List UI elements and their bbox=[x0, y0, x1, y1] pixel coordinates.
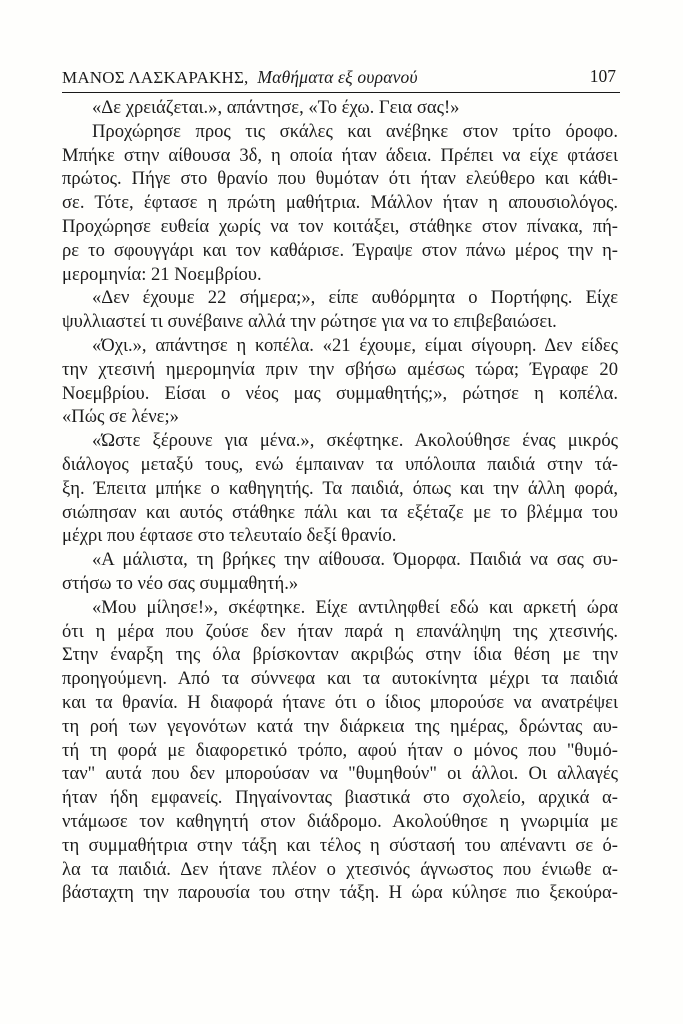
text-line: Στην έναρξη της όλα βρίσκονταν ακριβώς στην ίδια θέση με την bbox=[62, 644, 618, 666]
running-header bbox=[62, 64, 620, 93]
text-line: ψυλλιαστεί τι συνέβαινε αλλά την ρώτησε για να το επιβεβαιώσει. bbox=[62, 311, 557, 333]
text-line: και τα θρανία. Η διαφορά ήτανε ότι ο ίδιος μπορούσε να ανατρέψει bbox=[62, 691, 618, 713]
page-number: 107 bbox=[589, 66, 616, 86]
text-line: «Δεν έχουμε 22 σήμερα;», είπε αυθόρμητα ο Πορτήφης. Είχε bbox=[92, 287, 618, 309]
body-text bbox=[62, 96, 618, 905]
text-line: Μπήκε στην αίθουσα 3δ, η οποία ήταν άδεια. Πρέπει να είχε φτάσει bbox=[62, 144, 618, 166]
text-line: λα τα παιδιά. Δεν ήτανε πλέον ο χτεσινός άγνωστος που ένιωθε α- bbox=[62, 858, 618, 880]
text-line: πρώτος. Πήγε στο θρανίο που θυμόταν ότι ήταν ελεύθερο και κάθι- bbox=[62, 168, 618, 190]
text-line: ταν" αυτά που δεν μπορούσαν να "θυμηθούν" οι άλλοι. Οι αλλαγές bbox=[62, 763, 618, 785]
text-line: «Ώστε ξέρουνε για μένα.», σκέφτηκε. Ακολούθησε ένας μικρός bbox=[92, 430, 618, 452]
text-line: Νοεμβρίου. Είσαι ο νέος μας συμμαθητής;», ρώτησε η κοπέλα. bbox=[62, 382, 618, 404]
text-line: ρε το σφουγγάρι και τον καθάρισε. Έγραψε στον πάνω μέρος την η- bbox=[62, 239, 618, 261]
text-line: «Πώς σε λένε;» bbox=[62, 406, 179, 428]
text-line: μερομηνία: 21 Νοεμβρίου. bbox=[62, 263, 262, 285]
header-book-title: Μαθήματα εξ ουρανού bbox=[257, 67, 418, 87]
text-line: τή τη φορά με διαφορετικό τρόπο, αφού ήταν ο μόνος που "θυμό- bbox=[62, 739, 618, 761]
text-line: «Δε χρειάζεται.», απάντησε, «Το έχω. Γεια σας!» bbox=[92, 97, 460, 118]
header-author-and-title bbox=[62, 67, 418, 88]
text-line: διάλογος μεταξύ τους, ενώ έμπαιναν τα υπόλοιπα παιδιά στην τά- bbox=[62, 453, 618, 475]
text-line: τη ροή των γεγονότων κατά την διάρκεια της ημέρας, δρώντας αυ- bbox=[62, 715, 618, 737]
text-line: ξη. Έπειτα μπήκε ο καθηγητής. Τα παιδιά, όπως και την άλλη φορά, bbox=[62, 477, 618, 499]
header-author: ΜΑΝΟΣ ΛΑΣΚΑΡΑΚΗΣ, bbox=[62, 68, 249, 87]
text-line: ήταν ήδη εμφανείς. Πηγαίνοντας βιαστικά στο σχολείο, αρχικά α- bbox=[62, 787, 618, 809]
text-line: Προχώρησε ευθεία χωρίς να τον κοιτάξει, στάθηκε στον πίνακα, πή- bbox=[62, 215, 618, 237]
text-line: προηγούμενη. Από τα σύννεφα και τα αυτοκίνητα μέχρι τα παιδιά bbox=[62, 668, 618, 690]
text-line: ότι η μέρα που ζούσε δεν ήταν παρά η επανάληψη της χτεσινής. bbox=[62, 620, 618, 642]
text-line: μέχρι που έφτασε στο τελευταίο δεξί θρανίο. bbox=[62, 525, 397, 547]
text-line: Προχώρησε προς τις σκάλες και ανέβηκε στον τρίτο όροφο. bbox=[92, 120, 618, 142]
text-line: ντάμωσε τον καθηγητή στον διάδρομο. Ακολούθησε η γνωριμία με bbox=[62, 810, 618, 832]
text-line: «Α μάλιστα, τη βρήκες την αίθουσα. Όμορφα. Παιδιά να σας συ- bbox=[92, 549, 618, 571]
text-line: σε. Τότε, έφτασε η πρώτη μαθήτρια. Μάλλον ήταν η απουσιολόγος. bbox=[62, 192, 618, 214]
text-line: την χτεσινή ημερομηνία πριν την σβήσω αμέσως τώρα; Έγραφε 20 bbox=[62, 358, 618, 380]
text-line: βάσταχτη την παρουσία του στην τάξη. Η ώρα κύλησε πιο ξεκούρα- bbox=[62, 882, 618, 904]
text-line: τη συμμαθήτρια στην τάξη και τέλος η σύστασή του απέναντι σε ό- bbox=[62, 834, 618, 856]
text-line: «Μου μίλησε!», σκέφτηκε. Είχε αντιληφθεί εδώ και αρκετή ώρα bbox=[92, 596, 618, 618]
text-line: σιώπησαν και αυτός στάθηκε πάλι και τα εξέταζε με το βλέμμα του bbox=[62, 501, 618, 523]
text-line: «Όχι.», απάντησε η κοπέλα. «21 έχουμε, είμαι σίγουρη. Δεν είδες bbox=[92, 334, 618, 356]
text-line: στήσω το νέο σας συμμαθητή.» bbox=[62, 572, 299, 594]
